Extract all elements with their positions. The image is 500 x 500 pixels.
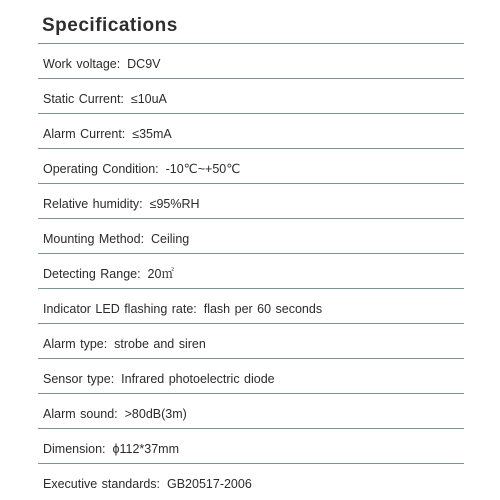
spec-label: Relative humidity: [43, 197, 143, 211]
spec-row-alarm-sound [38, 394, 464, 429]
spec-value: ≤95%RH [149, 197, 200, 211]
spec-row-alarm-type [38, 324, 464, 359]
specifications-sheet [38, 0, 464, 499]
spec-label: Executive standards: [43, 477, 161, 491]
spec-label: Work voltage: [43, 57, 121, 71]
spec-value: Infrared photoelectric diode [121, 372, 275, 386]
spec-value: strobe and siren [114, 337, 206, 351]
page-title: Specifications [38, 0, 464, 44]
spec-label: Alarm Current: [43, 127, 126, 141]
spec-label: Alarm sound: [43, 407, 118, 421]
spec-row-alarm-current [38, 114, 464, 149]
spec-value: Ceiling [151, 232, 190, 246]
spec-row-detecting-range [38, 254, 464, 289]
spec-value: -10℃~+50℃ [165, 162, 241, 176]
spec-row-indicator-led [38, 289, 464, 324]
spec-value: ≤10uA [130, 92, 167, 106]
spec-row-work-voltage [38, 44, 464, 79]
spec-label: Sensor type: [43, 372, 115, 386]
spec-value: ≤35mA [132, 127, 172, 141]
spec-value: DC9V [127, 57, 161, 71]
spec-label: Detecting Range: [43, 267, 141, 281]
spec-label: Operating Condition: [43, 162, 159, 176]
spec-label: Static Current: [43, 92, 124, 106]
spec-value: flash per 60 seconds [203, 302, 323, 316]
spec-row-dimension [38, 429, 464, 464]
spec-row-sensor-type [38, 359, 464, 394]
spec-row-static-current [38, 79, 464, 114]
spec-value: >80dB(3m) [124, 407, 187, 421]
spec-label: Alarm type: [43, 337, 108, 351]
spec-row-operating-condition [38, 149, 464, 184]
spec-label: Mounting Method: [43, 232, 145, 246]
spec-value: 20㎡ [147, 267, 174, 281]
spec-row-executive-standards [38, 464, 464, 499]
spec-value: ϕ112*37mm [112, 442, 180, 456]
spec-label: Dimension: [43, 442, 106, 456]
spec-value: GB20517-2006 [167, 477, 252, 491]
spec-row-mounting-method [38, 219, 464, 254]
spec-row-relative-humidity [38, 184, 464, 219]
spec-label: Indicator LED flashing rate: [43, 302, 197, 316]
